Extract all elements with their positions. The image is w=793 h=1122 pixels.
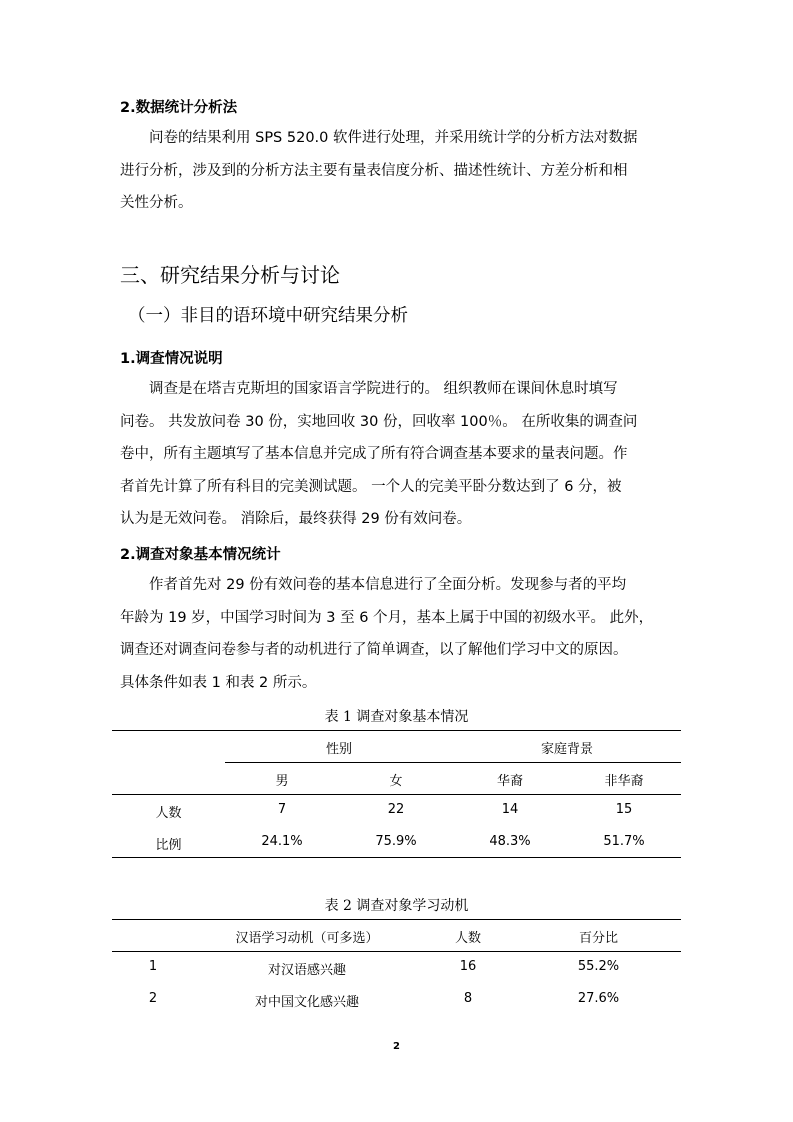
paragraph-stats	[120, 122, 680, 220]
table2-cell-count: 16	[459, 959, 477, 974]
paragraph-line: 调查还对调查问卷参与者的动机进行了简单调查，以了解他们学习中文的原因。	[120, 642, 628, 658]
table2-cell-no: 1	[148, 959, 158, 974]
table-rule-top	[112, 730, 681, 731]
table-rule-header-bottom	[112, 951, 681, 952]
table2-header-motive: 汉语学习动机（可多选）	[235, 931, 379, 946]
paragraph-line: 调查是在塔吉克斯坦的国家语言学院进行的。 组织教师在课间休息时填写	[149, 381, 618, 397]
paragraph-line: 年龄为 19 岁，中国学习时间为 3 至 6 个月，基本上属于中国的初级水平。 此外，	[120, 609, 654, 626]
paragraph-line: 问卷的结果利用 SPS 520.0 软件进行处理，并采用统计学的分析方法对数据	[149, 130, 638, 146]
table2	[112, 919, 681, 1019]
table1-group-header-gender: 性别	[325, 742, 352, 757]
table1-sub-header: 男	[275, 774, 289, 789]
table1-sub-header: 非华裔	[604, 774, 644, 789]
page-number: 2	[393, 1041, 400, 1052]
table1-cell: 15	[615, 802, 633, 817]
paragraph-line: 作者首先对 29 份有效问卷的基本信息进行了全面分析。发现参与者的平均	[149, 577, 627, 593]
paragraph-line: 卷中，所有主题填写了基本信息并完成了所有符合调查基本要求的量表问题。作	[120, 446, 628, 462]
paragraph-line: 具体条件如表 1 和表 2 所示。	[120, 674, 317, 691]
table-rule-bottom	[112, 857, 681, 858]
table1-row-label: 比例	[155, 838, 182, 853]
paragraph-line: 问卷。 共发放问卷 30 份，实地回收 30 份，回收率 100％。 在所收集的调查问	[120, 413, 638, 430]
table1-cell: 48.3%	[489, 834, 531, 849]
table2-cell-no: 2	[148, 991, 158, 1006]
paragraph-subjects	[120, 569, 680, 699]
table-rule-top	[112, 919, 681, 920]
table1-sub-header: 女	[389, 774, 403, 789]
paragraph-line: 关性分析。	[120, 195, 193, 211]
table1-cell: 75.9%	[375, 834, 417, 849]
paragraph-line: 认为是无效问卷。 消除后，最终获得 29 份有效问卷。	[120, 511, 472, 527]
table1-cell: 14	[501, 802, 519, 817]
table1-group-header-family: 家庭背景	[540, 742, 593, 757]
table2-header-count: 人数	[454, 931, 481, 946]
table2-cell-count: 8	[463, 991, 473, 1006]
table1-cell: 24.1%	[261, 834, 303, 849]
paragraph-survey	[120, 373, 680, 536]
chapter-title: 三、研究结果分析与讨论	[120, 263, 340, 287]
paragraph-line: 者首先计算了所有科目的完美测试题。 一个人的完美平卧分数达到了 6 分，被	[120, 478, 622, 495]
table-rule-mid	[225, 762, 681, 763]
table-rule-header-bottom	[112, 794, 681, 795]
table2-cell-percent: 55.2%	[577, 959, 620, 974]
section-heading-subjects: 2.调查对象基本情况统计	[120, 547, 281, 563]
table1-cell: 51.7%	[603, 834, 645, 849]
table2-cell-motive: 对中国文化感兴趣	[254, 995, 359, 1010]
subchapter-title: （一）非目的语环境中研究结果分析	[128, 306, 408, 326]
table2-header-percent: 百分比	[578, 931, 618, 946]
table2-caption: 表 2 调查对象学习动机	[324, 898, 469, 914]
table1	[112, 730, 681, 860]
table1-sub-header: 华裔	[496, 774, 523, 789]
section-heading-stats: 2.数据统计分析法	[120, 100, 238, 116]
table2-cell-motive: 对汉语感兴趣	[267, 963, 346, 978]
table2-cell-percent: 27.6%	[577, 991, 620, 1006]
section-heading-survey: 1.调查情况说明	[120, 351, 223, 367]
table1-cell: 7	[277, 802, 287, 817]
table1-caption: 表 1 调查对象基本情况	[324, 709, 469, 725]
table1-cell: 22	[387, 802, 405, 817]
paragraph-line: 进行分析，涉及到的分析方法主要有量表信度分析、描述性统计、方差分析和相	[120, 162, 628, 179]
table1-row-label: 人数	[155, 806, 182, 821]
